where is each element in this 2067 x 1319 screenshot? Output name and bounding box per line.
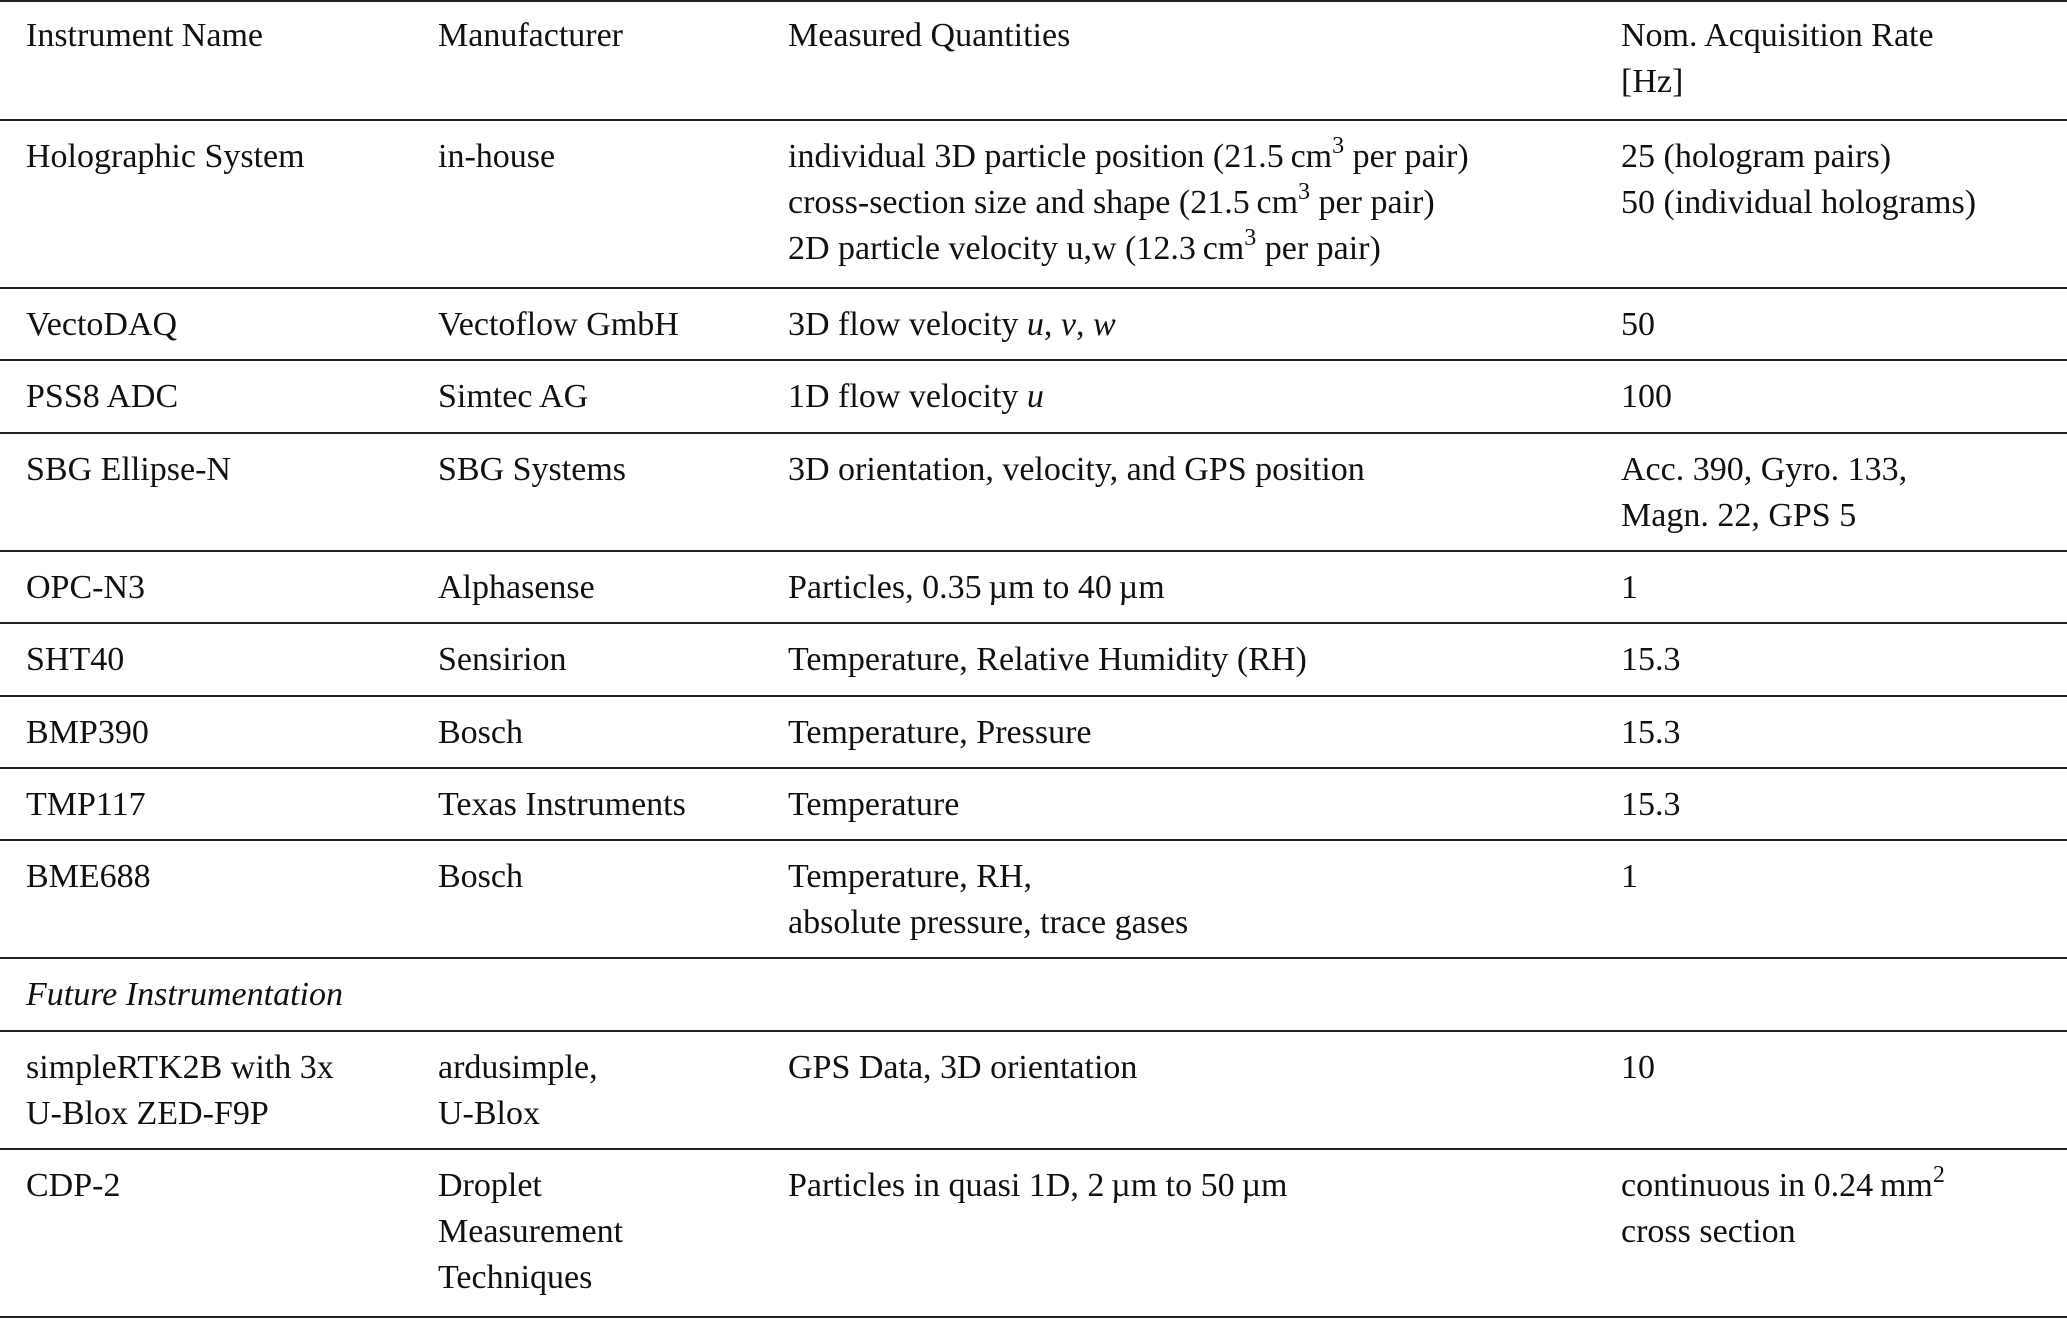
rate-line: [1621, 1163, 1945, 1209]
rate-text: continuous in 0.24 mm: [1621, 1167, 1933, 1204]
acquisition-rate: 1: [1621, 569, 1638, 606]
instrument-name: OPC-N3: [26, 569, 146, 606]
row-divider: [0, 1030, 2067, 1032]
measured-quantities: [788, 854, 1188, 946]
header-rule: [0, 119, 2067, 121]
variable-u: u: [1026, 306, 1044, 343]
manufacturer-line: U-Blox: [438, 1095, 540, 1132]
instrument-name: BME688: [26, 858, 151, 895]
measured-quantities: [788, 134, 1469, 272]
quantity-line: [788, 180, 1469, 226]
acquisition-rate: 15.3: [1621, 714, 1681, 751]
acquisition-rate: [1621, 447, 1907, 539]
quantity-line: [788, 226, 1469, 272]
acquisition-rate: 15.3: [1621, 786, 1681, 823]
measured-quantities: [788, 374, 1044, 420]
measured-quantities: 3D orientation, velocity, and GPS position: [788, 451, 1365, 488]
manufacturer: [438, 1045, 598, 1137]
acquisition-rate: 10: [1621, 1049, 1655, 1086]
instrument-name: BMP390: [26, 714, 149, 751]
quantity-text: 2D particle velocity u,w (12.3 cm: [788, 230, 1245, 267]
table-bottom-rule: [0, 1316, 2067, 1318]
instrument-name: CDP-2: [26, 1167, 121, 1204]
manufacturer: Bosch: [438, 714, 523, 751]
row-divider: [0, 622, 2067, 624]
superscript: 3: [1244, 225, 1257, 251]
manufacturer: Simtec AG: [438, 378, 589, 415]
manufacturer: Alphasense: [438, 569, 595, 606]
row-divider: [0, 359, 2067, 361]
manufacturer: Bosch: [438, 858, 523, 895]
instrument-name: SHT40: [26, 641, 125, 678]
rate-line: 50 (individual holograms): [1621, 184, 1977, 221]
table-top-rule: [0, 0, 2067, 2]
variable-u: u: [1026, 378, 1044, 415]
quantity-text: cross-section size and shape (21.5 cm: [788, 184, 1299, 221]
instrument-name: Holographic System: [26, 138, 305, 175]
quantity-line: Temperature, RH,: [788, 858, 1033, 895]
row-divider: [0, 695, 2067, 697]
quantity-text: 1D flow velocity: [788, 378, 1027, 415]
row-divider: [0, 839, 2067, 841]
measured-quantities: Temperature, Relative Humidity (RH): [788, 641, 1307, 678]
measured-quantities: Particles, 0.35 µm to 40 µm: [788, 569, 1165, 606]
acquisition-rate: 50: [1621, 306, 1655, 343]
quantity-text: 3D flow velocity: [788, 306, 1027, 343]
acquisition-rate: 15.3: [1621, 641, 1681, 678]
quantity-line: [788, 134, 1469, 180]
rate-line: cross section: [1621, 1213, 1796, 1250]
superscript: 3: [1298, 179, 1311, 205]
instrument-name: [26, 1045, 334, 1137]
variable-w: w: [1093, 306, 1116, 343]
header-acquisition-rate: [1621, 13, 1934, 105]
variable-v: v: [1060, 306, 1076, 343]
superscript: 2: [1932, 1162, 1945, 1188]
rate-line: 25 (hologram pairs): [1621, 138, 1892, 175]
rate-line: Acc. 390, Gyro. 133,: [1621, 451, 1908, 488]
instrument-name: VectoDAQ: [26, 306, 178, 343]
acquisition-rate: [1621, 134, 1976, 226]
instrument-name: PSS8 ADC: [26, 378, 179, 415]
section-future-instrumentation: Future Instrumentation: [26, 976, 343, 1013]
header-rate-line1: Nom. Acquisition Rate: [1621, 17, 1934, 54]
manufacturer: [438, 1163, 623, 1301]
header-measured-quantities: Measured Quantities: [788, 17, 1071, 54]
row-divider: [0, 550, 2067, 552]
row-divider: [0, 957, 2067, 959]
header-instrument-name: Instrument Name: [26, 17, 263, 54]
quantity-text: individual 3D particle position (21.5 cm: [788, 138, 1333, 175]
header-manufacturer: Manufacturer: [438, 17, 624, 54]
instrument-name: SBG Ellipse-N: [26, 451, 231, 488]
manufacturer: SBG Systems: [438, 451, 626, 488]
row-divider: [0, 1148, 2067, 1150]
acquisition-rate: 1: [1621, 858, 1638, 895]
row-divider: [0, 767, 2067, 769]
manufacturer: Sensirion: [438, 641, 567, 678]
manufacturer-line: Techniques: [438, 1259, 593, 1296]
row-divider: [0, 287, 2067, 289]
measured-quantities: Particles in quasi 1D, 2 µm to 50 µm: [788, 1167, 1288, 1204]
rate-line: Magn. 22, GPS 5: [1621, 497, 1857, 534]
manufacturer: Vectoflow GmbH: [438, 306, 679, 343]
name-line: U-Blox ZED-F9P: [26, 1095, 269, 1132]
manufacturer: Texas Instruments: [438, 786, 686, 823]
quantity-line: absolute pressure, trace gases: [788, 904, 1189, 941]
quantity-text: per pair): [1344, 138, 1469, 175]
measured-quantities: 3D flow velocity u, v, w: [788, 306, 1116, 343]
acquisition-rate: 100: [1621, 378, 1672, 415]
quantity-text: per pair): [1256, 230, 1381, 267]
superscript: 3: [1332, 133, 1345, 159]
instrument-name: TMP117: [26, 786, 146, 823]
manufacturer: in-house: [438, 138, 556, 175]
acquisition-rate: [1621, 1163, 1945, 1255]
measured-quantities: Temperature: [788, 786, 960, 823]
measured-quantities: GPS Data, 3D orientation: [788, 1049, 1138, 1086]
row-divider: [0, 432, 2067, 434]
quantity-text: per pair): [1310, 184, 1435, 221]
measured-quantities: Temperature, Pressure: [788, 714, 1092, 751]
name-line: simpleRTK2B with 3x: [26, 1049, 334, 1086]
manufacturer-line: Measurement: [438, 1213, 624, 1250]
header-rate-line2: [Hz]: [1621, 63, 1684, 100]
manufacturer-line: ardusimple,: [438, 1049, 598, 1086]
manufacturer-line: Droplet: [438, 1167, 542, 1204]
